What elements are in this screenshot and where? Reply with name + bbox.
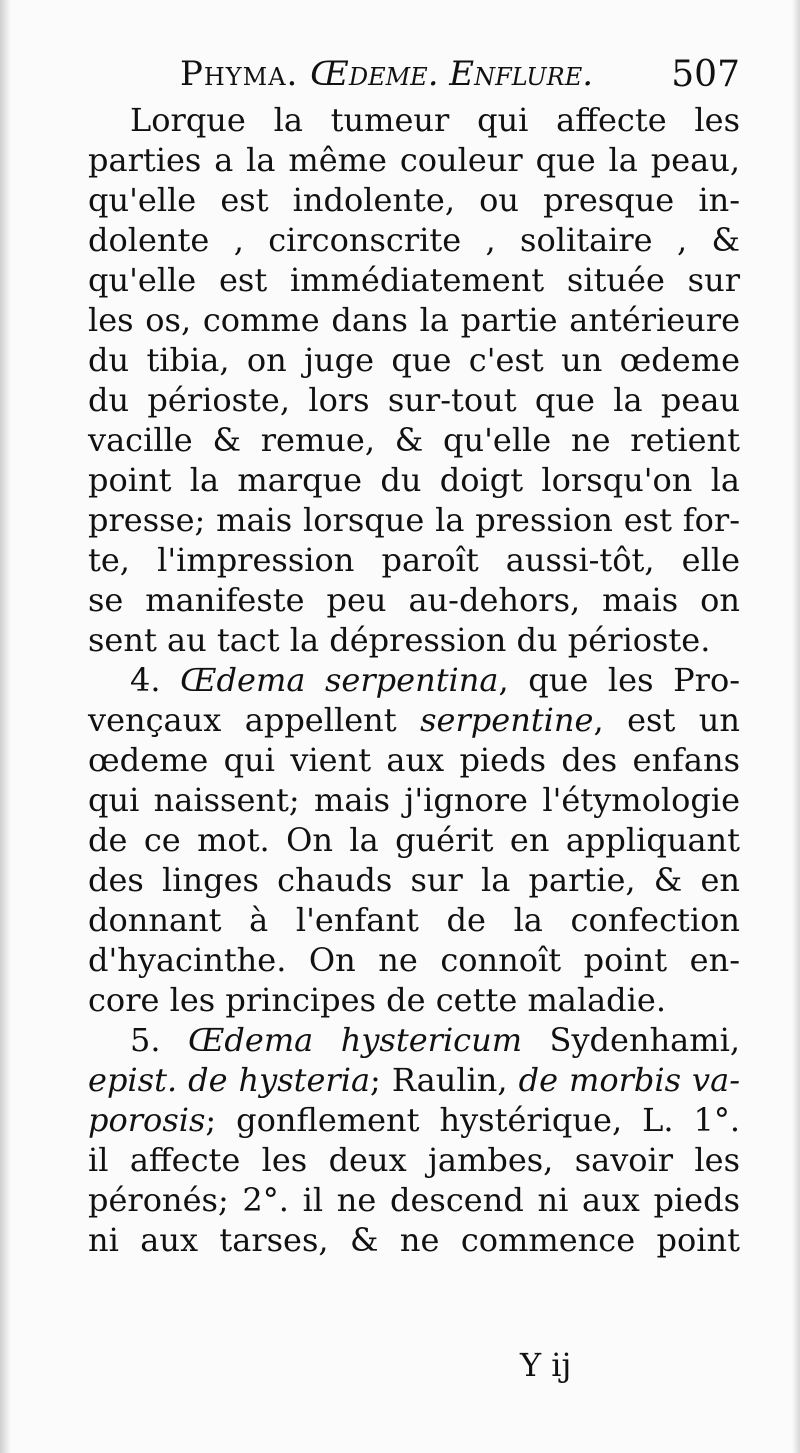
text-line: ni aux tarses, & ne commence point: [88, 1221, 740, 1259]
text-line: du périoste, lors sur-tout que la peau: [88, 381, 740, 419]
text-line: œdeme qui vient aux pieds des enfans: [88, 741, 740, 779]
text-line: sent au tact la dépression du périoste.: [88, 621, 711, 659]
text-line: d'hyacinthe. On ne connoît point en-: [88, 941, 740, 979]
running-head-italic: Œdeme. Enflure.: [310, 54, 594, 94]
text-line: se manifeste peu au-dehors, mais on: [88, 581, 740, 619]
text-line: péronés; 2°. il ne descend ni aux pieds: [88, 1181, 740, 1219]
text-line: vacille & remue, & qu'elle ne retient: [88, 421, 740, 459]
text-line: des linges chauds sur la partie, & en: [88, 861, 740, 899]
text-line: donnant à l'enfant de la confection: [88, 901, 740, 939]
text-line: presse; mais lorsque la pression est for-: [88, 501, 740, 539]
text-line: du tibia, on juge que c'est un œdeme: [88, 341, 740, 379]
text-line: core les principes de cette maladie.: [88, 981, 666, 1019]
text-line: point la marque du doigt lorsqu'on la: [88, 461, 740, 499]
text-line: qui naissent; mais j'ignore l'étymologie: [88, 781, 740, 819]
text-line: epist. de hysteria; Raulin, de morbis va-: [88, 1061, 741, 1099]
text-line: il affecte les deux jambes, savoir les: [88, 1141, 740, 1179]
text-line: Lorque la tumeur qui affecte les: [130, 101, 740, 139]
text-line: les os, comme dans la partie antérieure: [88, 301, 740, 339]
text-line: qu'elle est immédiatement située sur: [88, 261, 740, 299]
text-line: 4. Œdema serpentina, que les Pro-: [130, 661, 741, 699]
body-text: [88, 100, 740, 1260]
text-line: te, l'impression paroît aussi-tôt, elle: [88, 541, 740, 579]
text-line: qu'elle est indolente, ou presque in-: [88, 181, 740, 219]
page-header: [180, 48, 740, 104]
page-edge-left: [0, 0, 10, 1453]
running-head-prefix: Phyma.: [180, 54, 311, 94]
text-line: parties a la même couleur que la peau,: [88, 141, 740, 179]
text-line: vençaux appellent serpentine, est un: [88, 701, 741, 739]
text-line: porosis; gonflement hystérique, L. 1°.: [88, 1101, 740, 1139]
running-head: [180, 54, 593, 94]
text-line: dolente , circonscrite , solitaire , &: [88, 221, 740, 259]
signature-mark: Y ij: [520, 1346, 572, 1384]
text-line: 5. Œdema hystericum Sydenhami,: [130, 1021, 740, 1059]
page-number: 507: [671, 54, 740, 95]
page-edge-right: [792, 0, 800, 1453]
text-line: de ce mot. On la guérit en appliquant: [88, 821, 740, 859]
